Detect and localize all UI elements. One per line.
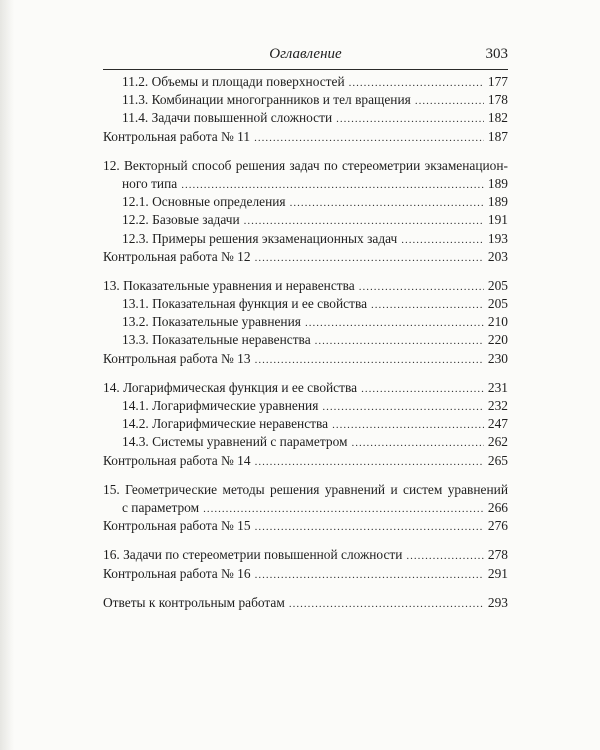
toc-leader-dots	[415, 92, 484, 110]
toc-entry	[103, 499, 508, 517]
toc-leader-dots	[336, 110, 484, 128]
header-page-number: 303	[485, 46, 508, 62]
toc-entry-title: 12.2. Базовые задачи	[122, 212, 240, 228]
toc-leader-dots	[371, 296, 484, 314]
toc-leader-dots	[203, 500, 484, 518]
toc-leader-dots	[406, 547, 484, 565]
toc-entry-page: 230	[487, 350, 508, 366]
toc-entry-page: 232	[487, 398, 508, 413]
table-of-contents	[103, 73, 508, 623]
toc-entry-page: 210	[487, 314, 508, 330]
toc-entry-page: 220	[487, 332, 508, 348]
toc-entry-title: Контрольная работа № 11	[103, 128, 251, 144]
toc-block-15	[103, 481, 508, 536]
toc-entry-title: Контрольная работа № 12	[103, 248, 251, 264]
toc-chapter-title-line: 12. Векторный способ решения задач по стереометрии экзаменацион-	[103, 157, 508, 173]
toc-entry-page: 203	[487, 248, 508, 264]
toc-entry-title: 11.2. Объемы и площади поверхностей	[122, 74, 345, 89]
toc-entry-page: 278	[487, 547, 508, 563]
toc-entry-page: 177	[487, 74, 508, 89]
toc-entry	[103, 109, 508, 127]
toc-entry-page: 193	[487, 230, 508, 246]
toc-entry	[103, 397, 508, 415]
toc-entry-title: 12.1. Основные определения	[122, 194, 286, 210]
toc-chapter-title-line: 15. Геометрические методы решения уравнений и систем уравнений	[103, 481, 508, 497]
toc-entry-title: 13.2. Показательные уравнения	[122, 314, 301, 330]
toc-entry	[103, 546, 508, 564]
toc-entry	[103, 452, 508, 470]
toc-entry-page: 266	[487, 499, 508, 515]
toc-entry-title: 14.1. Логарифмические уравнения	[122, 398, 319, 413]
toc-leader-dots	[255, 566, 484, 584]
toc-entry-page: 262	[487, 434, 508, 450]
toc-entry-page: 231	[487, 379, 508, 395]
toc-leader-dots	[244, 212, 484, 230]
toc-entry-page: 182	[487, 110, 508, 126]
toc-entry	[103, 175, 508, 193]
toc-entry-title: с параметром	[122, 499, 200, 515]
toc-entry-page: 189	[487, 175, 508, 191]
toc-entry-title: 11.3. Комбинации многогранников и тел вращения	[122, 92, 411, 108]
toc-entry	[103, 331, 508, 349]
toc-entry-title: 16. Задачи по стереометрии повышенной сложности	[103, 547, 403, 563]
toc-leader-dots	[254, 129, 484, 147]
toc-entry-page: 189	[487, 194, 508, 210]
toc-entry	[103, 230, 508, 248]
toc-entry-title: Контрольная работа № 15	[103, 518, 251, 534]
toc-leader-dots	[289, 595, 484, 613]
toc-entry-page: 291	[487, 565, 508, 581]
toc-entry	[103, 128, 508, 146]
toc-entry-page: 265	[487, 452, 508, 468]
toc-entry-page: 191	[487, 212, 508, 228]
toc-entry-title: 12.3. Примеры решения экзаменационных задач	[122, 230, 398, 246]
toc-entry	[103, 211, 508, 229]
toc-leader-dots	[322, 398, 484, 416]
toc-entry	[103, 313, 508, 331]
toc-leader-dots	[315, 332, 484, 350]
toc-entry-title: 14.3. Системы уравнений с параметром	[122, 434, 348, 450]
toc-entry-page: 205	[487, 277, 508, 293]
toc-block-13	[103, 277, 508, 368]
running-header	[103, 44, 508, 66]
toc-block-16	[103, 546, 508, 582]
toc-leader-dots	[359, 278, 484, 296]
toc-block-answers	[103, 594, 508, 612]
toc-leader-dots	[290, 194, 484, 212]
toc-entry	[103, 248, 508, 266]
toc-entry-title: 14. Логарифмическая функция и ее свойства	[103, 379, 358, 395]
toc-leader-dots	[305, 314, 484, 332]
toc-entry-title: Контрольная работа № 13	[103, 350, 251, 366]
toc-entry	[103, 277, 508, 295]
toc-entry-title: Контрольная работа № 16	[103, 565, 251, 581]
toc-entry	[103, 517, 508, 535]
toc-leader-dots	[361, 380, 484, 398]
toc-entry	[103, 415, 508, 433]
toc-entry	[103, 295, 508, 313]
toc-leader-dots	[332, 416, 484, 434]
toc-entry-title: ного типа	[122, 175, 178, 191]
toc-block-11	[103, 73, 508, 146]
toc-entry-page: 247	[487, 416, 508, 432]
toc-entry-page: 178	[487, 92, 508, 108]
toc-entry-title: 13. Показательные уравнения и неравенства	[103, 277, 355, 293]
page-gutter-shadow	[0, 0, 14, 750]
toc-entry-title: Контрольная работа № 14	[103, 452, 251, 468]
toc-entry-title: 13.3. Показательные неравенства	[122, 332, 311, 348]
toc-block-14	[103, 379, 508, 470]
toc-entry	[103, 379, 508, 397]
toc-entry	[103, 91, 508, 109]
toc-entry	[103, 193, 508, 211]
toc-entry-page: 205	[487, 296, 508, 312]
toc-leader-dots	[255, 351, 484, 369]
toc-leader-dots	[181, 176, 484, 194]
toc-leader-dots	[255, 518, 484, 536]
toc-entry-title: Ответы к контрольным работам	[103, 594, 285, 610]
toc-entry-title: 14.2. Логарифмические неравенства	[122, 416, 329, 432]
toc-entry	[103, 594, 508, 612]
toc-entry	[103, 350, 508, 368]
toc-entry	[103, 565, 508, 583]
toc-leader-dots	[401, 231, 484, 249]
toc-block-12	[103, 157, 508, 266]
toc-leader-dots	[255, 453, 484, 471]
header-title: Оглавление	[269, 46, 342, 62]
toc-leader-dots	[255, 249, 484, 267]
toc-entry	[103, 73, 508, 91]
toc-entry-title: 13.1. Показательная функция и ее свойства	[122, 296, 368, 312]
toc-leader-dots	[351, 434, 484, 452]
toc-leader-dots	[349, 74, 484, 92]
toc-entry-page: 293	[487, 594, 508, 610]
toc-entry	[103, 433, 508, 451]
toc-entry-title: 11.4. Задачи повышенной сложности	[122, 110, 333, 126]
toc-entry-page: 276	[487, 518, 508, 534]
toc-entry-page: 187	[487, 128, 508, 144]
header-rule	[103, 69, 508, 70]
